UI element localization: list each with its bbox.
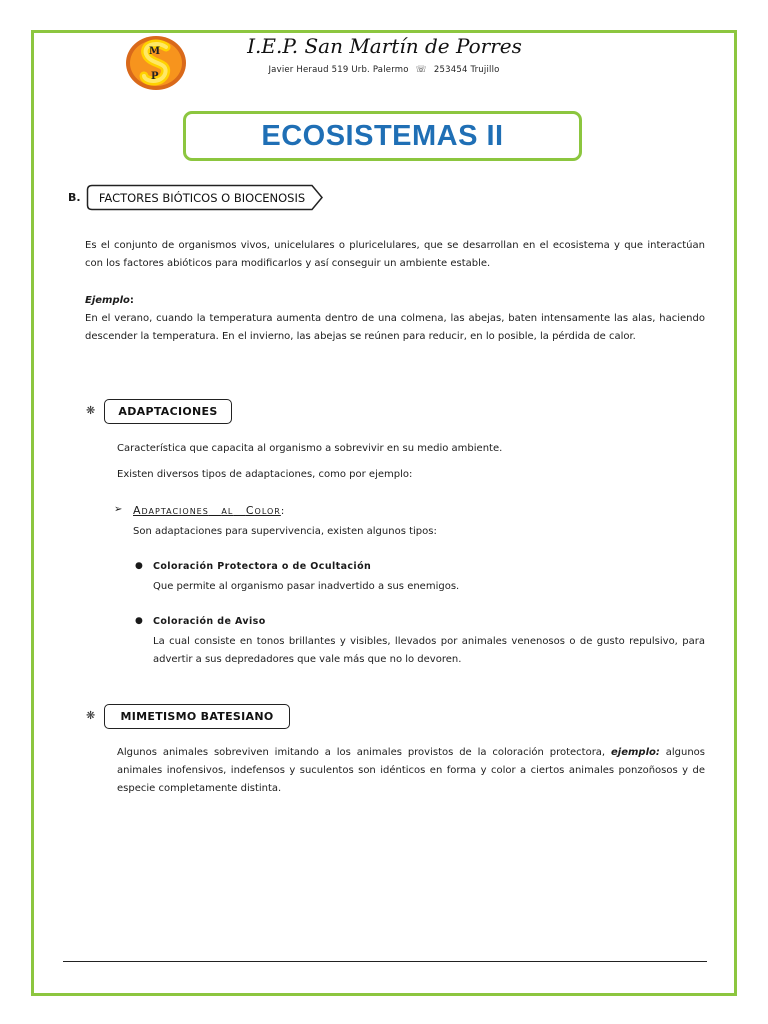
heading-cap-d: C <box>245 504 255 517</box>
list-item-title: Coloración de Aviso <box>153 616 266 627</box>
example-label-colon: : <box>129 295 134 306</box>
school-name: I.E.P. San Martín de Porres <box>247 34 522 58</box>
adaptaciones-heading: ADAPTACIONES <box>104 399 232 424</box>
heading-small-b: DAPTACIONES <box>141 507 209 516</box>
document-title-box <box>183 111 582 161</box>
list-item-text: Que permite al organismo pasar inadvertido a sus enemigos. <box>153 581 460 592</box>
example-paragraph: En el verano, cuando la temperatura aumenta dentro de una colmena, las abejas, baten intensamente las alas, haciendo descender la temperatura. En el invierno, las abejas se reúnen para reducir, en lo posible, la pérdida de calor. <box>85 313 705 343</box>
mimetismo-paragraph <box>117 744 705 799</box>
adaptaciones-types-intro: Existen diversos tipos de adaptaciones, como por ejemplo: <box>117 469 413 480</box>
logo-letter-p: P <box>151 71 159 82</box>
adaptaciones-color-intro: Son adaptaciones para supervivencia, existen algunos tipos: <box>133 526 437 537</box>
heading-small-e: OLOR <box>254 507 281 516</box>
mimetismo-text-b: algunos animales inofensivos, indefensos y suculentos son idénticos en forma y color a ciertos animales ponzoñosos y de especie completamente distinta. <box>117 747 706 795</box>
section-letter: B. <box>68 191 81 204</box>
heading-cap-a: A <box>133 504 142 517</box>
adaptaciones-color-heading <box>133 504 285 517</box>
logo-letter-m: M <box>149 46 161 57</box>
snowflake-bullet-icon: ❋ <box>86 709 96 722</box>
example-label <box>85 292 134 310</box>
phone-text: 253454 Trujillo <box>433 65 500 75</box>
snowflake-bullet-icon: ❋ <box>86 404 96 417</box>
mimetismo-text-a: Algunos animales sobreviven imitando a los animales provistos de la coloración protectora, <box>117 747 611 758</box>
section-heading-tag <box>86 184 324 211</box>
section-intro-paragraph: Es el conjunto de organismos vivos, unicelulares o pluricelulares, que se desarrollan en el ecosistema y que interactúan con los factores abióticos para modificarlos y así conseguir un ambiente estable. <box>85 240 705 270</box>
list-bullet-icon: ● <box>135 616 143 626</box>
document-title: ECOSISTEMAS II <box>261 119 504 152</box>
phone-icon: ☏ <box>415 65 427 75</box>
footer-divider <box>63 961 707 962</box>
example-label-text: Ejemplo <box>85 295 130 306</box>
list-item-title: Coloración Protectora o de Ocultación <box>153 561 372 572</box>
mimetismo-heading: MIMETISMO BATESIANO <box>104 704 290 729</box>
heading-colon: : <box>280 506 286 517</box>
arrow-bullet-icon: ➢ <box>114 504 123 515</box>
address-text: Javier Heraud 519 Urb. Palermo <box>268 65 409 75</box>
mimetismo-example-label: ejemplo: <box>611 747 660 758</box>
heading-small-c: AL <box>221 507 234 516</box>
list-bullet-icon: ● <box>135 561 143 571</box>
school-address <box>0 65 768 75</box>
adaptaciones-definition: Característica que capacita al organismo a sobrevivir en su medio ambiente. <box>117 443 503 454</box>
list-item-text: La cual consiste en tonos brillantes y visibles, llevados por animales venenosos o de gusto repulsivo, para advertir a sus depredadores que vale más que no lo devoren. <box>153 636 705 666</box>
section-heading: FACTORES BIÓTICOS O BIOCENOSIS <box>98 190 306 205</box>
